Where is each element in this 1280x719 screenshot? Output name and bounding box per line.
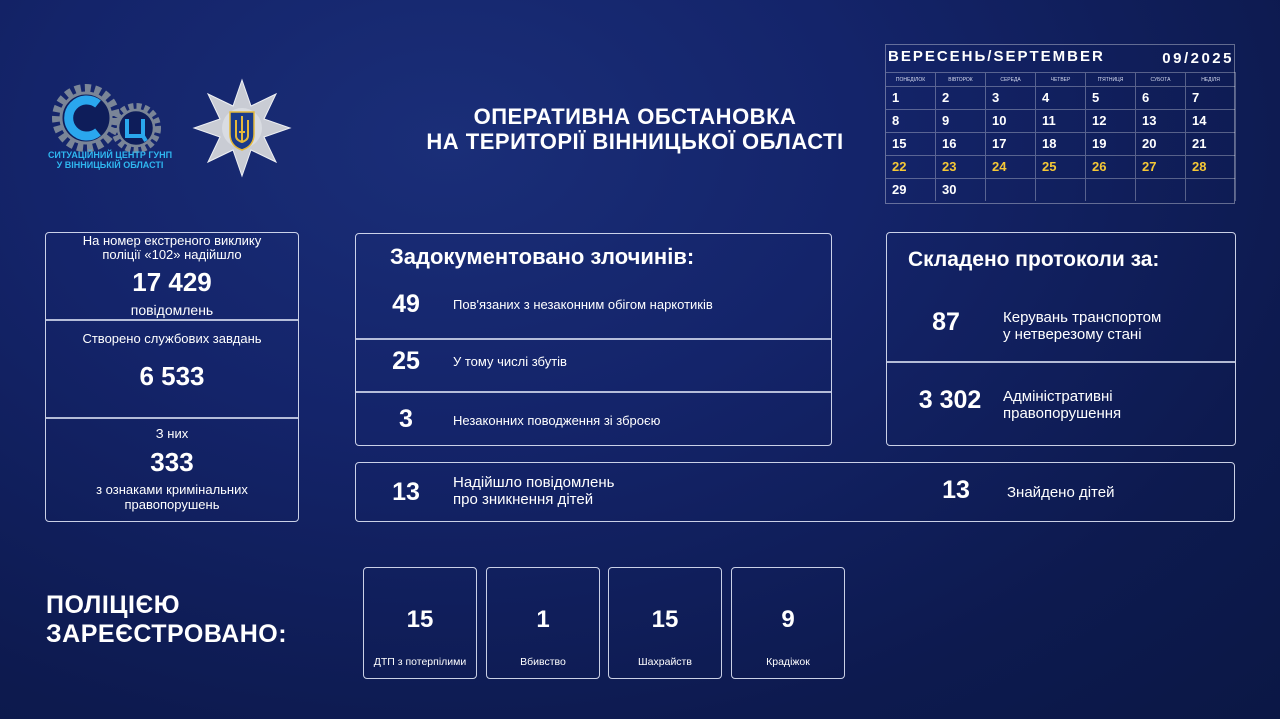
- calendar-day: 14: [1186, 109, 1236, 132]
- calendar: [885, 44, 1235, 204]
- criminal-desc: [45, 482, 299, 512]
- calendar-weekday: НЕДІЛЯ: [1186, 72, 1236, 86]
- criminal-value: 333: [150, 447, 194, 477]
- tasks-label: Створено службових завдань: [82, 331, 262, 346]
- crime-value: 49: [392, 290, 420, 318]
- logo-caption: [40, 150, 180, 170]
- calendar-weekday: СУБОТА: [1136, 72, 1186, 86]
- calls-label-line: На номер екстреного виклику: [82, 233, 262, 248]
- protocol-label: [1003, 309, 1161, 343]
- calendar-day: 19: [1086, 132, 1136, 155]
- police-star-emblem: [192, 78, 292, 178]
- calendar-day: 18: [1036, 132, 1086, 155]
- protocol-label-line: правопорушення: [1003, 405, 1122, 422]
- registered-heading: [46, 591, 287, 649]
- crimes-heading: Задокументовано злочинів:: [390, 244, 695, 269]
- calls-unit: повідомлень: [130, 302, 214, 318]
- calendar-day: 29: [886, 178, 936, 201]
- found-children-value: 13: [942, 476, 970, 504]
- calendar-day: 27: [1136, 155, 1186, 178]
- found-children-label: Знайдено дітей: [1007, 484, 1115, 501]
- calendar-day: 12: [1086, 109, 1136, 132]
- calendar-day: 22: [886, 155, 936, 178]
- calendar-day: [1086, 178, 1136, 201]
- crime-label: Незаконних поводження зі зброєю: [453, 413, 661, 428]
- calendar-day: 3: [986, 86, 1036, 109]
- criminal-desc-line: з ознаками кримінальних: [96, 482, 248, 497]
- calendar-day: 5: [1086, 86, 1136, 109]
- calendar-year: 09/2025: [1162, 50, 1234, 67]
- registered-tile: [486, 567, 600, 679]
- divider: [356, 338, 831, 340]
- protocol-label-line: Керувань транспортом: [1003, 309, 1162, 326]
- protocol-value: 3 302: [918, 386, 982, 414]
- calendar-header: [886, 45, 1234, 71]
- calendar-day: [1036, 178, 1086, 201]
- calendar-day: 13: [1136, 109, 1186, 132]
- page-title: [330, 104, 940, 154]
- calendar-day: [986, 178, 1036, 201]
- calendar-day: 23: [936, 155, 986, 178]
- calendar-day: [1136, 178, 1186, 201]
- calendar-day: 17: [986, 132, 1036, 155]
- calendar-day: 11: [1036, 109, 1086, 132]
- calendar-grid: [886, 72, 1236, 201]
- calls-label: [45, 234, 299, 262]
- divider: [356, 391, 831, 393]
- registered-tile-label: ДТП з потерпілими: [373, 656, 467, 668]
- calendar-day: 10: [986, 109, 1036, 132]
- protocol-label: [1003, 388, 1121, 422]
- registered-tile-label: Крадіжок: [766, 656, 810, 668]
- registered-tile-label: Шахрайств: [638, 656, 692, 668]
- missing-children-label-line: Надійшло повідомлень: [453, 474, 615, 491]
- calendar-day: 20: [1136, 132, 1186, 155]
- divider: [46, 417, 298, 419]
- calendar-day: 4: [1036, 86, 1086, 109]
- divider: [46, 319, 298, 321]
- calendar-day: 24: [986, 155, 1036, 178]
- calls-label-line: поліції «102» надійшло: [102, 247, 242, 262]
- protocol-value: 87: [932, 308, 960, 336]
- registered-heading-line: ПОЛІЦІЄЮ: [46, 591, 181, 619]
- registered-tile-label: Вбивство: [520, 656, 566, 668]
- criminal-desc-line: правопорушень: [124, 497, 220, 512]
- registered-tile: [608, 567, 722, 679]
- registered-heading-line: ЗАРЕЄСТРОВАНО:: [46, 620, 288, 648]
- crime-label: У тому числі збутів: [453, 354, 567, 369]
- calendar-day: [1186, 178, 1236, 201]
- criminal-label: З них: [155, 426, 189, 441]
- calendar-day: 1: [886, 86, 936, 109]
- logo-caption-line: У ВІННИЦЬКІЙ ОБЛАСТІ: [56, 160, 164, 170]
- missing-children-label: [453, 474, 614, 508]
- calendar-day: 16: [936, 132, 986, 155]
- crime-value: 3: [399, 405, 413, 433]
- divider: [887, 361, 1235, 363]
- missing-children-value: 13: [392, 478, 420, 506]
- calendar-day: 21: [1186, 132, 1236, 155]
- calendar-weekday: ВІВТОРОК: [936, 72, 986, 86]
- logo-caption-line: СИТУАЦІЙНИЙ ЦЕНТР ГУНП: [47, 150, 173, 160]
- tasks-value: 6 533: [139, 361, 205, 391]
- registered-tile-value: 15: [651, 606, 679, 633]
- calendar-day: 2: [936, 86, 986, 109]
- crime-label: Пов'язаних з незаконним обігом наркотиків: [453, 297, 713, 312]
- calendar-day: 25: [1036, 155, 1086, 178]
- crime-value: 25: [392, 347, 420, 375]
- registered-tile-value: 9: [781, 606, 795, 633]
- page-title-line: НА ТЕРИТОРІЇ ВІННИЦЬКОЇ ОБЛАСТІ: [426, 129, 844, 154]
- registered-tile: [731, 567, 845, 679]
- calendar-day: 7: [1186, 86, 1236, 109]
- calendar-day: 6: [1136, 86, 1186, 109]
- protocols-heading: Складено протоколи за:: [908, 248, 1160, 271]
- calendar-weekday: ЧЕТВЕР: [1036, 72, 1086, 86]
- calendar-day: 30: [936, 178, 986, 201]
- calendar-day: 26: [1086, 155, 1136, 178]
- calendar-day: 15: [886, 132, 936, 155]
- calendar-weekday: ПОНЕДІЛОК: [886, 72, 936, 86]
- calendar-day: 8: [886, 109, 936, 132]
- missing-children-label-line: про зникнення дітей: [453, 491, 594, 508]
- registered-tile-value: 1: [536, 606, 550, 633]
- calendar-month: ВЕРЕСЕНЬ/SEPTEMBER: [888, 48, 1105, 65]
- page-title-line: ОПЕРАТИВНА ОБСТАНОВКА: [473, 104, 797, 129]
- calls-value: 17 429: [132, 267, 212, 297]
- protocol-label-line: у нетверезому стані: [1003, 326, 1142, 343]
- calendar-weekday: СЕРЕДА: [986, 72, 1036, 86]
- calendar-day: 9: [936, 109, 986, 132]
- calendar-weekday: П'ЯТНИЦЯ: [1086, 72, 1136, 86]
- calendar-day: 28: [1186, 155, 1236, 178]
- registered-tile: [363, 567, 477, 679]
- registered-tile-value: 15: [406, 606, 434, 633]
- protocol-label-line: Адміністративні: [1003, 388, 1113, 405]
